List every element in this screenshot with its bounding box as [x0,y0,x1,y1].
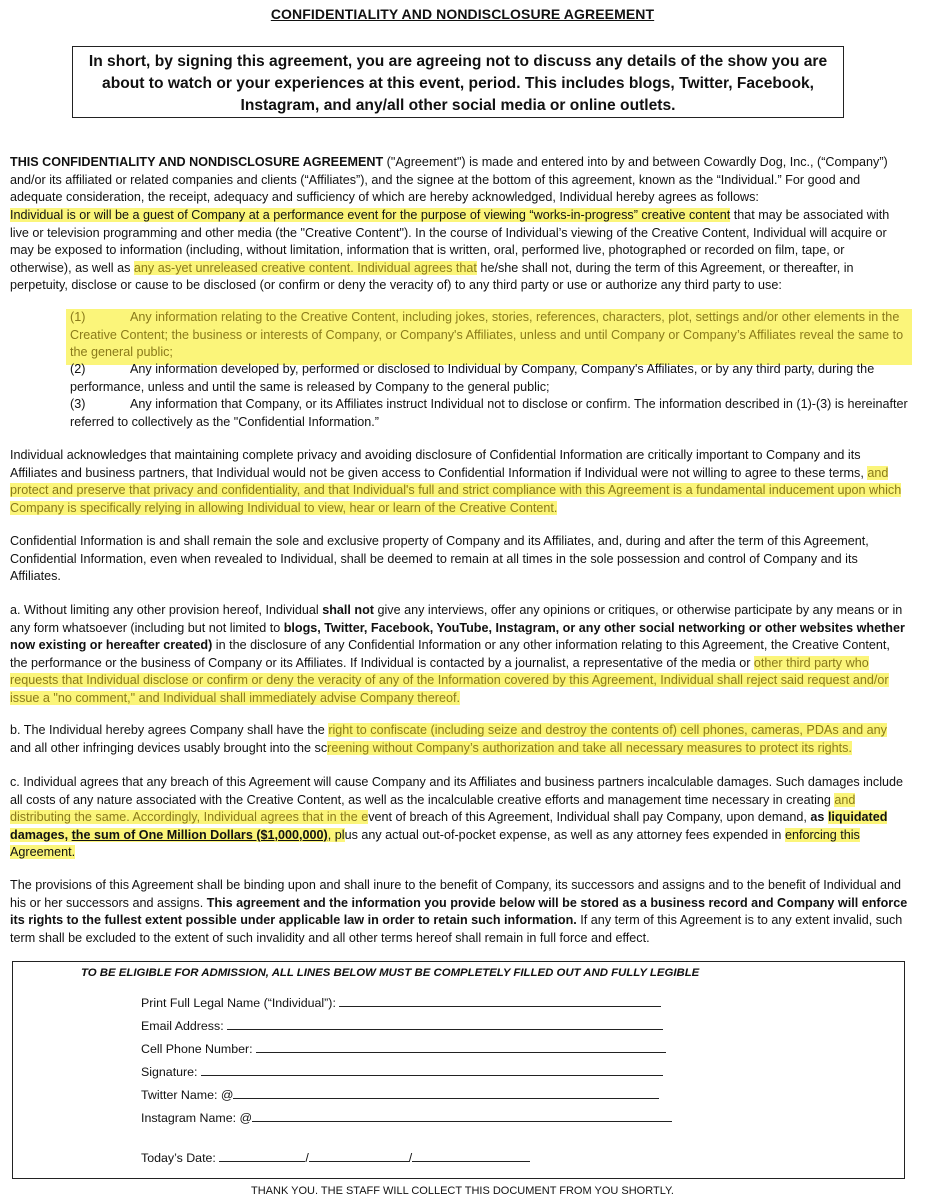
clause-c-paragraph [10,774,908,862]
form-heading: TO BE ELIGIBLE FOR ADMISSION, ALL LINES BELOW MUST BE COMPLETELY FILLED OUT AND FULLY LEGIBLE [81,967,700,979]
summary-box: In short, by signing this agreement, you are agreeing not to discuss any details of the show you are about to watch or your experiences at this event, period. This includes blogs, Twitter, Facebook, Instagram, and any/all other social media or online outlets. [72,46,844,118]
intro-text: ("Agreement") is made and entered into by and between Cowardly Dog, Inc., (“Company”) and/or its affiliated or related companies and clients (“Affiliates”), and the signee at the bottom of this agreement, known as the “Individual.” For good and adequate consideration, the receipt, adequacy and sufficiency of which are hereby acknowledged, Individual hereby agrees as follows: [10,155,888,205]
document-title: CONFIDENTIALITY AND NONDISCLOSURE AGREEMENT [270,6,655,22]
provisions-bold: This agreement and the information you provide below will be stored as a business record and Company will enforce its rights to the fullest extent possible under applicable law in order to retain such information. [10,895,908,928]
date-month-line[interactable] [219,1149,305,1162]
clause-a-bold-1: shall not [322,603,374,617]
instagram-line[interactable] [252,1109,672,1122]
guest-text-2: he/she shall not, during the term of this Agreement, or thereafter, in perpetuity, disclose or cause to be disclosed (or confirm or deny the veracity of) to any third party or use or authorize any third party to use: [10,260,854,293]
acknowledgment-paragraph [10,447,908,517]
highlight-screening: reening without Company’s authorization and take all necessary measures to protect its rights. [327,740,852,755]
date-separator-1: / [305,1151,309,1165]
guest-paragraph [10,207,908,295]
clause-a-paragraph [10,602,908,708]
clause-b-paragraph [10,722,908,757]
name-line[interactable] [339,994,661,1007]
highlight-distributing: and distributing the same. Accordingly, Individual agrees that in the e [10,792,856,825]
date-label: Today’s Date: [141,1151,216,1165]
name-label: Print Full Legal Name (“Individual”): [141,996,336,1010]
signature-label: Signature: [141,1065,198,1079]
acknowledgment-text: Individual acknowledges that maintaining complete privacy and avoiding disclosure of Confidential Information are critically important to Company and its Affiliates and business partners, that Individual would not be given access to Confidential Information if Individual were not willing to agree to these terms, [10,448,868,480]
list-item-2 [70,361,910,396]
highlight-no-comment: other third party who requests that Individual disclose or confirm or deny the veracity of any of the Information covered by this Agreement, Individual shall reject said request and/or issue a "no comment," and Individual shall immediately advise Company thereof. [10,655,889,705]
highlight-comma: , [64,827,72,842]
date-day-line[interactable] [309,1149,409,1162]
clause-a-bold-2: blogs, Twitter, Facebook, YouTube, Instagram, or any other social networking or other websites whether now existing or hereafter created) [10,620,905,653]
clause-c-bold-as: as [810,810,825,825]
provisions-paragraph [10,877,908,947]
phone-line[interactable] [256,1040,666,1053]
highlight-inducement: and protect and preserve that privacy and confidentiality, and that Individual's full and strict compliance with this Agreement is a fundamental inducement upon which Company is specifically relying in allowing Individual to view, hear or learn of the Creative Content. [10,465,902,515]
highlight-enforcing: enforcing this Agreement. [10,827,860,860]
instagram-field[interactable] [141,1109,672,1128]
list-item-1-number: (1) [70,310,86,324]
admission-form [12,961,905,1179]
clause-b-text-2: and all other infringing devices usably brought into the sc [10,740,328,755]
highlight-liquidated-damages: liquidated damages [10,810,888,842]
twitter-field[interactable] [141,1086,659,1105]
property-paragraph: Confidential Information is and shall remain the sole and exclusive property of Company and its Affiliates, and, during and after the term of this Agreement, Confidential Information, even when revealed to Individual, shall be deemed to remain at all times in the sole possession and control of Company and its Affiliates. [10,534,869,584]
intro-paragraph [10,154,908,207]
list-item-3 [70,396,910,431]
clause-c-text-1: c. Individual agrees that any breach of this Agreement will cause Company and its Affiliates and business partners incalculable damages. Such damages include all costs of any nature associated with the Creative Content, as well as the incalculable creative efforts and management time necessary in creating [10,775,904,807]
guest-text-1: that may be associated with live or television programming and other media (the "Creative Content"). In the course of Individual’s viewing of the Creative Content, Individual will acquire or may be exposed to information (including, without limitation, information that is written, oral, performed live, photographed or recorded on film, tape, or otherwise), as well as [10,208,890,275]
list-item-1-text: Any information relating to the Creative Content, including jokes, stories, references, characters, plot, settings and/or other elements in the Creative Content; the business or interests of Company, or Company's Affiliates, unless and until Company or Company’s Affiliates reveal the same to the general public; [70,310,904,360]
highlight-confiscate: right to confiscate (including seize and destroy the contents of) cell phones, cameras, PDAs and any [328,723,887,737]
list-item-3-number: (3) [70,397,86,411]
phone-field[interactable] [141,1040,666,1059]
twitter-line[interactable] [233,1086,659,1099]
highlight-pl: , pl [327,827,345,842]
clause-a-text-2: give any interviews, offer any opinions or critiques, or otherwise participate by any means or in any form whatsoever (including but not limited to [10,603,903,635]
date-field[interactable] [141,1149,530,1168]
provisions-text-1: The provisions of this Agreement shall be binding upon and shall inure to the benefit of Company, its successors and assigns and to the benefit of Individual and his or her successors and assigns. [10,878,901,910]
highlight-unreleased: any as-yet unreleased creative content. Individual agrees that [133,260,477,275]
clause-c-text-2: vent of breach of this Agreement, Individual shall pay Company, upon demand, [368,810,811,825]
phone-label: Cell Phone Number: [141,1042,253,1056]
list-item-3-text: Any information that Company, or its Affiliates instruct Individual not to disclose or confirm. The information described in (1)-(3) is hereinafter referred to collectively as the "Confidential Information.” [70,397,908,429]
twitter-label: Twitter Name: @ [141,1088,234,1102]
footer-note: THANK YOU. THE STAFF WILL COLLECT THIS DOCUMENT FROM YOU SHORTLY. [251,1185,674,1197]
name-field[interactable] [141,994,661,1013]
clause-a-text-3: in the disclosure of any Confidential Information or any other information relating to this Agreement, the Creative Content, the performance or the business of Company or its Affiliates. If Individual is contacted by a journalist, a representative of the media or [10,638,890,670]
date-year-line[interactable] [412,1149,530,1162]
list-item-1 [66,309,912,365]
clause-b-text-1: b. The Individual hereby agrees Company shall have the [10,723,329,737]
highlight-million-dollars: the sum of One Million Dollars ($1,000,000) [71,827,328,842]
email-label: Email Address: [141,1019,224,1033]
email-field[interactable] [141,1017,663,1036]
clause-c-text-3: us any actual out-of-pocket expense, as well as any attorney fees expended in [344,827,785,842]
date-separator-2: / [408,1151,413,1165]
highlight-guest: Individual is or will be a guest of Company at a performance event for the purpose of viewing “works-in-progress” creative content [10,208,731,222]
intro-lead: THIS CONFIDENTIALITY AND NONDISCLOSURE AGREEMENT [10,155,384,169]
email-line[interactable] [227,1017,663,1030]
instagram-label: Instagram Name: @ [141,1111,253,1125]
signature-field[interactable] [141,1063,663,1082]
list-item-2-number: (2) [70,362,86,376]
provisions-text-2: If any term of this Agreement is to any extent invalid, such term shall be excluded to the extent of such invalidity and all other terms hereof shall remain in full force and effect. [10,913,903,945]
signature-line[interactable] [201,1063,663,1076]
clause-a-text-1: a. Without limiting any other provision hereof, Individual [10,603,323,617]
list-item-2-text: Any information developed by, performed or disclosed to Individual by Company, Company's Affiliates, or by any third party, during the performance, unless and until the same is released by Company to the general public; [70,362,875,394]
